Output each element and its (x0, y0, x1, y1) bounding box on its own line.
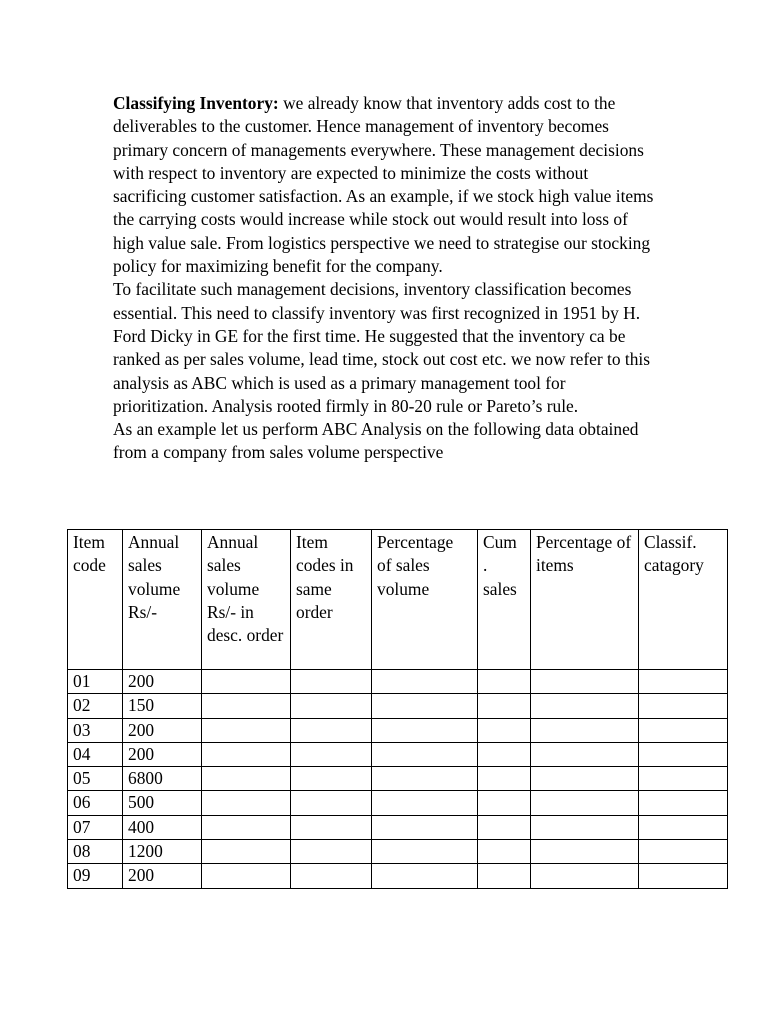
cell-empty (531, 815, 639, 839)
cell-annual-sales: 200 (123, 718, 202, 742)
cell-empty (202, 670, 291, 694)
cell-empty (372, 767, 478, 791)
cell-empty (291, 840, 372, 864)
col-header-classification: Classif. catagory (639, 530, 728, 670)
paragraph-2: To facilitate such management decisions, inventory classification becomes essential. This need to classify inventory was first recognized in 1951 by H. Ford Dicky in GE for the first time. He suggested that the inventory ca be ranked as per sales volume, lead time, stock out cost etc. we now refer to this analysis as ABC which is used as a primary management tool for prioritization. Analysis rooted firmly in 80-20 rule or Pareto’s rule. (113, 279, 651, 416)
cell-empty (291, 670, 372, 694)
cell-empty (531, 742, 639, 766)
abc-analysis-table (67, 529, 728, 889)
cell-empty (372, 864, 478, 888)
cell-empty (372, 694, 478, 718)
cell-empty (531, 791, 639, 815)
table-body (68, 670, 728, 889)
cell-empty (531, 767, 639, 791)
cell-item-code: 09 (68, 864, 123, 888)
cell-empty (372, 815, 478, 839)
intro-text (113, 92, 658, 465)
cell-empty (478, 815, 531, 839)
col-header-percentage-sales: Percentage of sales volume (372, 530, 478, 670)
cell-empty (639, 791, 728, 815)
table-row (68, 864, 728, 888)
cell-item-code: 01 (68, 670, 123, 694)
cell-annual-sales: 400 (123, 815, 202, 839)
cell-annual-sales: 150 (123, 694, 202, 718)
cell-empty (478, 670, 531, 694)
table-header-row (68, 530, 728, 670)
cell-annual-sales: 6800 (123, 767, 202, 791)
paragraph-1-text: we already know that inventory adds cost to the deliverables to the customer. Hence management of inventory becomes primary concern of managements everywhere. These management decisions with respect to inventory are expected to minimize the costs without sacrificing customer satisfaction. As an example, if we stock high value items the carrying costs would increase while stock out would result into loss of high value sale. From logistics perspective we need to strategise our stocking policy for maximizing benefit for the company. (113, 93, 654, 277)
cell-empty (639, 694, 728, 718)
col-header-item-code: Item code (68, 530, 123, 670)
cell-empty (202, 742, 291, 766)
cell-empty (478, 864, 531, 888)
cell-empty (291, 767, 372, 791)
cell-empty (291, 815, 372, 839)
cell-annual-sales: 200 (123, 864, 202, 888)
cell-annual-sales: 1200 (123, 840, 202, 864)
cell-empty (478, 840, 531, 864)
table-row (68, 670, 728, 694)
cell-empty (478, 694, 531, 718)
cell-empty (291, 718, 372, 742)
cell-empty (531, 864, 639, 888)
cell-empty (478, 742, 531, 766)
table-row (68, 815, 728, 839)
cell-empty (291, 791, 372, 815)
cell-empty (531, 718, 639, 742)
cell-empty (531, 694, 639, 718)
cell-empty (639, 718, 728, 742)
cell-empty (372, 670, 478, 694)
cell-annual-sales: 200 (123, 670, 202, 694)
cell-item-code: 08 (68, 840, 123, 864)
cell-item-code: 05 (68, 767, 123, 791)
cell-item-code: 07 (68, 815, 123, 839)
col-header-cum-sales: Cum . sales (478, 530, 531, 670)
table-row (68, 791, 728, 815)
col-header-annual-sales-desc: Annual sales volume Rs/- in desc. order (202, 530, 291, 670)
cell-annual-sales: 200 (123, 742, 202, 766)
cell-empty (202, 864, 291, 888)
table-row (68, 767, 728, 791)
cell-empty (372, 742, 478, 766)
col-header-item-codes-same-order: Item codes in same order (291, 530, 372, 670)
cell-empty (372, 791, 478, 815)
section-heading: Classifying Inventory: (113, 93, 279, 113)
cell-annual-sales: 500 (123, 791, 202, 815)
cell-empty (202, 840, 291, 864)
paragraph-1 (113, 92, 658, 278)
cell-empty (291, 864, 372, 888)
cell-empty (202, 767, 291, 791)
cell-empty (372, 718, 478, 742)
cell-empty (291, 694, 372, 718)
cell-empty (531, 670, 639, 694)
paragraph-3: As an example let us perform ABC Analysis on the following data obtained from a company from sales volume perspective (113, 419, 639, 463)
cell-item-code: 04 (68, 742, 123, 766)
cell-empty (478, 791, 531, 815)
table-row (68, 742, 728, 766)
cell-empty (639, 742, 728, 766)
cell-empty (202, 791, 291, 815)
table-row (68, 840, 728, 864)
cell-item-code: 02 (68, 694, 123, 718)
cell-empty (639, 840, 728, 864)
cell-empty (639, 767, 728, 791)
cell-empty (202, 718, 291, 742)
cell-empty (478, 767, 531, 791)
cell-empty (639, 670, 728, 694)
cell-item-code: 03 (68, 718, 123, 742)
cell-empty (639, 815, 728, 839)
cell-empty (202, 694, 291, 718)
cell-empty (531, 840, 639, 864)
col-header-annual-sales: Annual sales volume Rs/- (123, 530, 202, 670)
col-header-percentage-items: Percentage of items (531, 530, 639, 670)
cell-empty (478, 718, 531, 742)
table-row (68, 694, 728, 718)
cell-empty (291, 742, 372, 766)
cell-empty (202, 815, 291, 839)
cell-empty (372, 840, 478, 864)
table-row (68, 718, 728, 742)
cell-empty (639, 864, 728, 888)
cell-item-code: 06 (68, 791, 123, 815)
